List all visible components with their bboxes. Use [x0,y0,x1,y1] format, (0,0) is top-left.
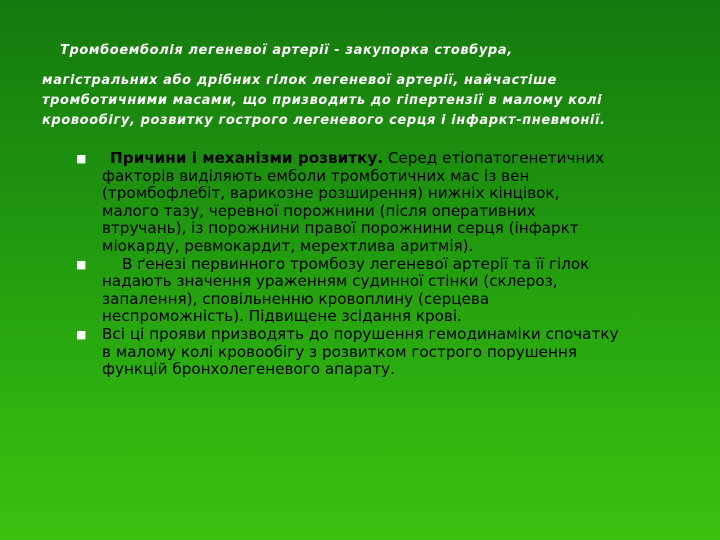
bullet-lead: Причини і механізми розвитку. [110,149,383,167]
bullet-item-consequences [76,326,688,379]
square-bullet-icon: ■ [76,152,87,165]
bullet-line: неспроможність). Підвищене зсідання крові. [102,307,462,326]
bullet-line: факторів виділяють емболи тромботичних мас із вен [102,166,530,185]
bullet-line: малого тазу, черевної порожнини (після оперативних [102,201,536,220]
bullet-line: надають значення ураженням судинної стінки (склероз, [102,272,558,291]
square-bullet-icon: ■ [76,257,87,271]
title-line: кровообігу, розвитку гострого легеневого серця і інфаркт-пневмонії. [42,113,606,128]
bullet-line: втручань), із порожнини правої порожнини серця (інфаркт [102,219,579,238]
title-line: Тромбоемболія легеневої артерії - закупорка стовбура, [60,43,513,58]
bullet-line: міокарду, ревмокардит, мерехтлива аритмія). [102,236,474,255]
bullet-line: в малому колі кровообігу з розвитком гострого порушення [102,342,577,361]
bullet-item-causes [76,150,688,256]
bullet-item-genesis [76,256,688,326]
title-line: тромботичними масами, що призводить до гіпертензії в малому колі [42,93,603,108]
bullet-line: запалення), сповільненню кровоплину (серцева [102,289,490,308]
bullet-line: функцій бронхолегеневого апарату. [102,360,395,379]
bullet-line: Серед етіопатогенетичних [383,149,605,167]
bullet-line: (тромбофлебіт, варикозне розширення) нижніх кінцівок, [102,184,560,203]
bullet-line: Всі ці прояви призводять до порушення гемодинаміки спочатку [102,324,619,343]
square-bullet-icon: ■ [76,327,87,341]
bullet-line: В ґенезі первинного тромбозу легеневої артерії та її гілок [122,254,590,273]
title-line: магістральних або дрібних гілок легеневої артерії, найчастіше [42,73,557,88]
slide-title [42,40,692,131]
bullet-list [76,150,688,379]
